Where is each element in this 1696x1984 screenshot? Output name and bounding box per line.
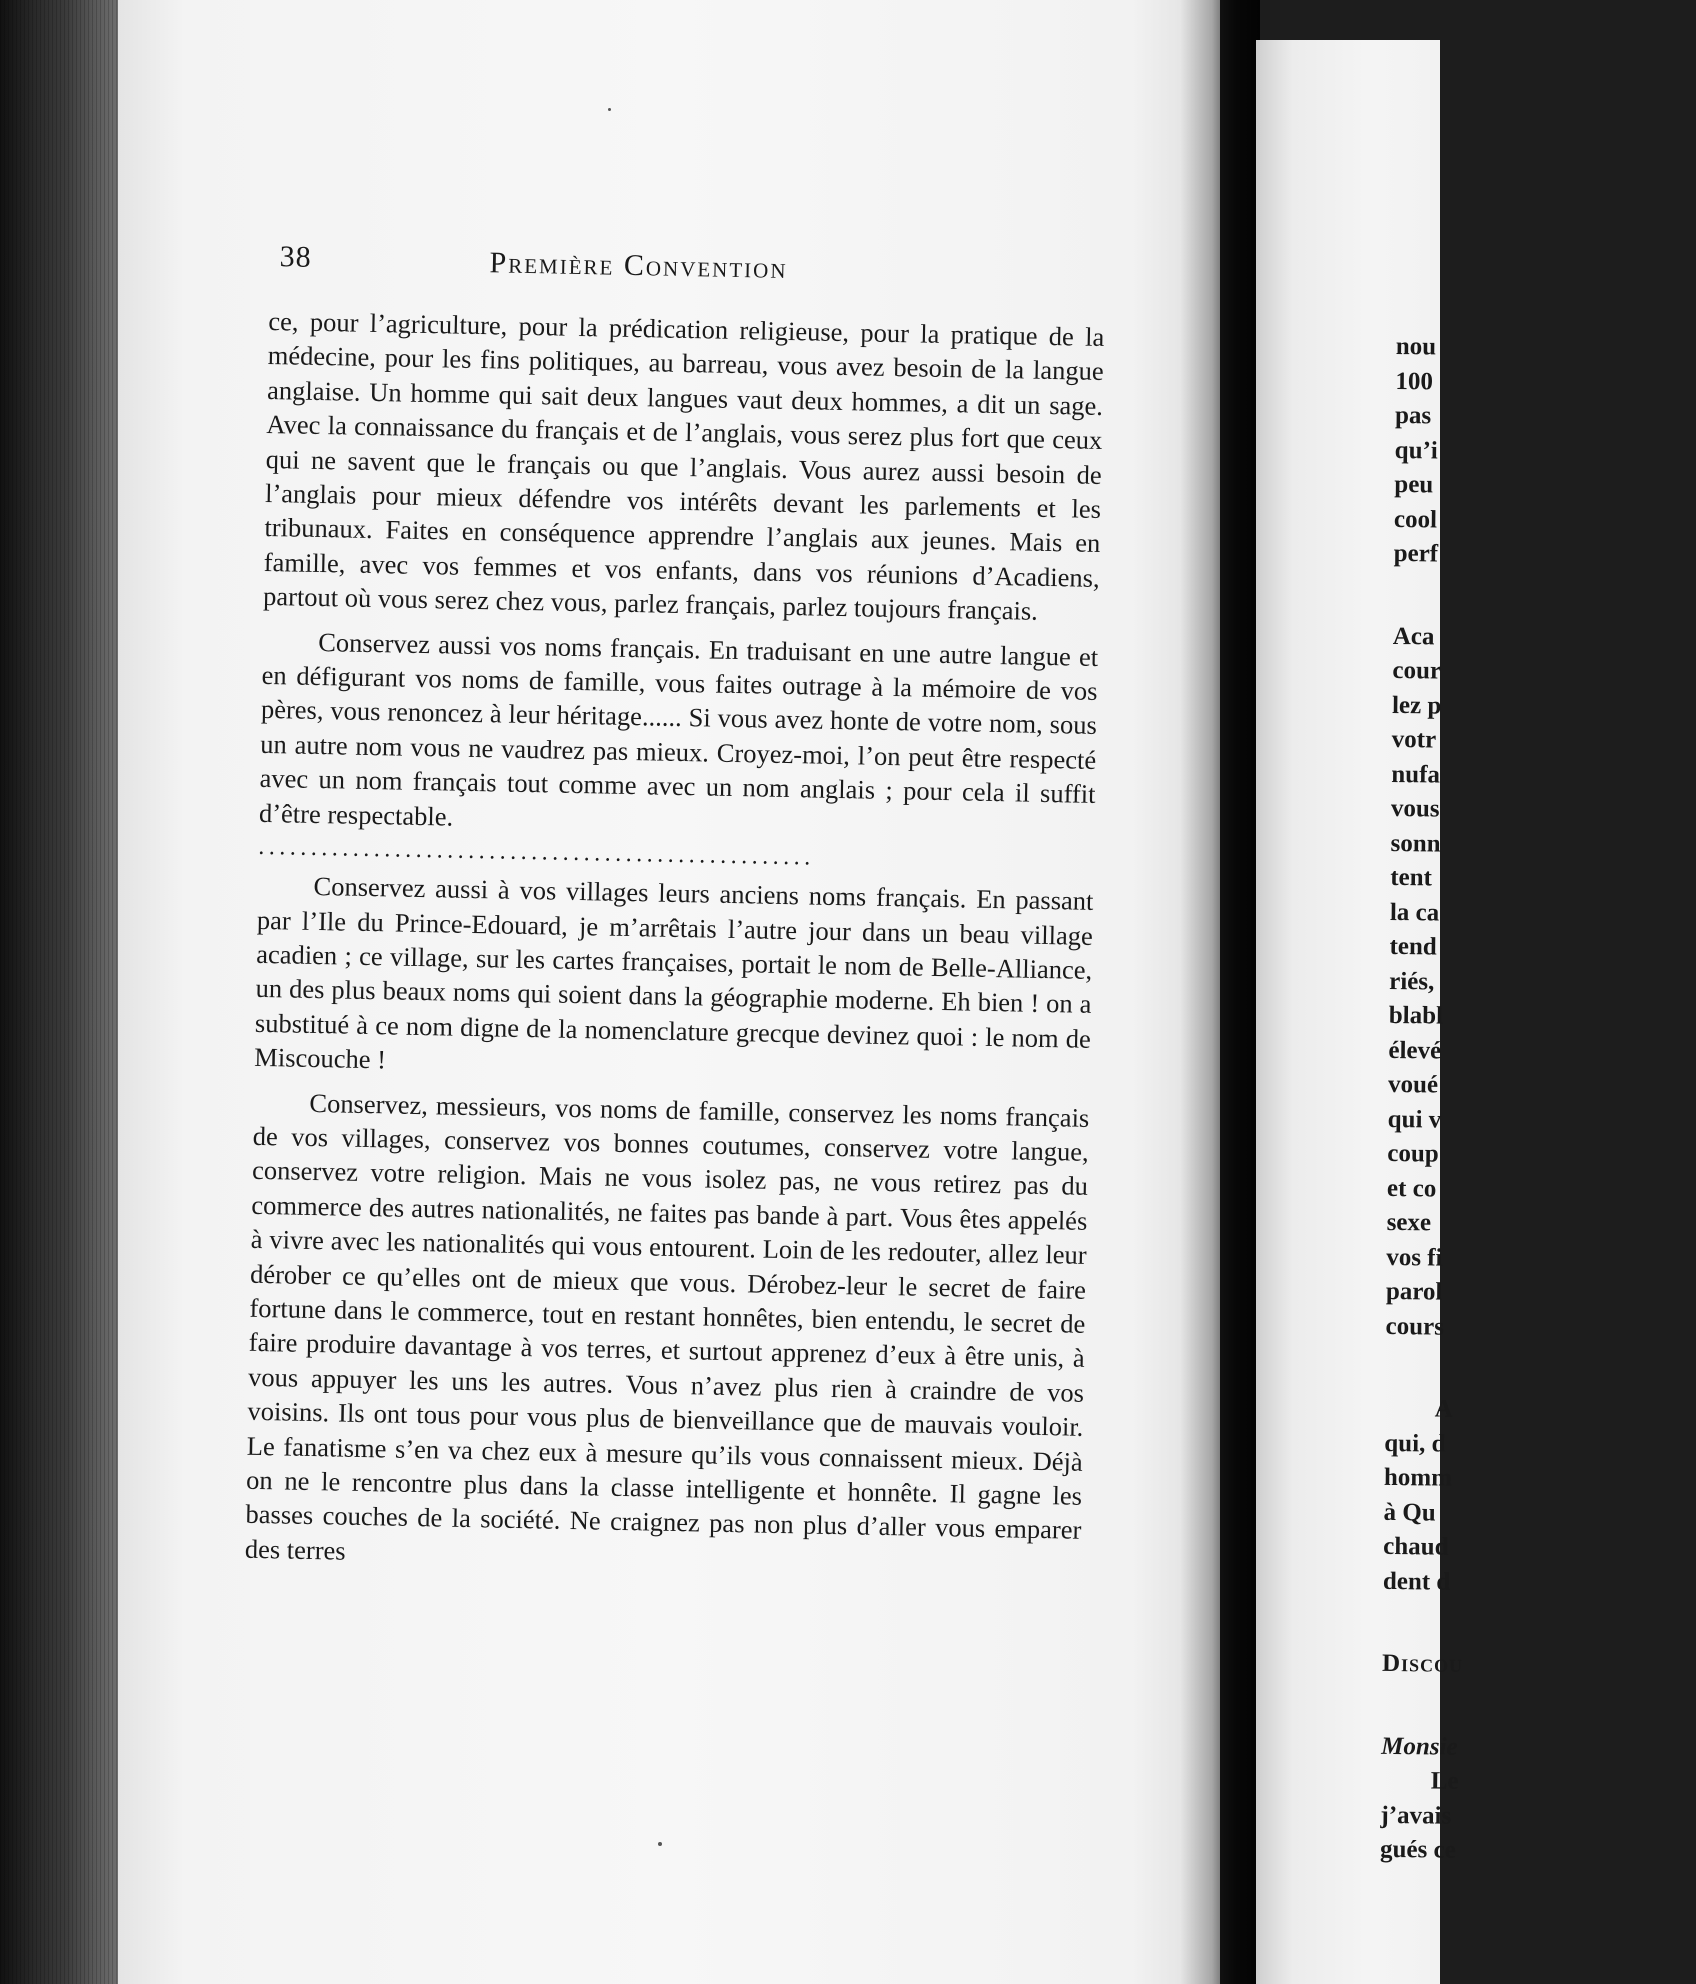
right-line: Le [1430,1767,1459,1795]
right-line: riés, [1389,967,1435,995]
right-line: coup [1387,1139,1439,1168]
right-line: qui v [1387,1105,1442,1134]
book-edge [0,0,120,1984]
right-line: pas [1394,401,1432,430]
book-gutter [1180,0,1260,1984]
right-line: chaud [1383,1532,1449,1561]
right-line: nou [1395,332,1437,361]
right-line: sonn [1390,829,1441,857]
right-line: Aca [1392,622,1435,650]
paragraph-3: Conservez aussi à vos villages leurs anciens noms français. En passant par l’Ile du Prince-Edouard, je m’arrêtais l’autre jour dans un beau village acadien ; ce village, sur les cartes françaises, portait le nom de Belle-Alliance, un des plus beaux noms qui soient dans la géographie moderne. Eh bien ! on a substitué à ce nom digne de la nomenclature grecque devinez quoi : le nom de Miscouche ! [254,871,1094,1075]
page-number: 38 [279,240,312,274]
dotted-rule: ..................................................... [258,833,815,871]
right-line: qu’i [1394,436,1438,464]
right-line: votr [1391,725,1437,754]
right-line: A [1434,1395,1453,1423]
right-line: gués ce [1379,1835,1456,1864]
right-line: tent [1390,863,1433,892]
running-head: Première Convention [489,246,788,285]
right-line: élevé [1388,1036,1442,1065]
paragraph-4: Conservez, messieurs, vos noms de famille, conservez les noms français de vos villages, conservez vos bonnes coutumes, conservez votre langue, conservez votre religion. Mais ne vous isolez pas, ne vous retirez pas du commerce des autres nationalités, ne faites pas bande à part. Vous êtes appelés à vivre avec les nationalités qui vous entourent. Loin de les redouter, allez leur dérober ce qu’elles ont de mieux que vous. Dérobez-leur le secret de faire fortune dans le commerce, tout en restant honnêtes, bien entendu, le secret de faire produire davantage à vos terres, et surtout apprenez d’eux à être unis, à vous appuyer les uns les autres. Vous n’avez plus rien à craindre de vos voisins. Ils ont tous pour vous plus de bienveillance que de mauvais vouloir. Le fanatisme s’en va chez eux à mesure qu’ils vous connaissent mieux. Déjà on ne le rencontre plus dans la classe intelligente et honnête. Il gagne les basses couches de la société. Ne craignez pas non plus d’aller vous emparer des terres [244,1087,1090,1566]
right-line: peu [1394,470,1434,499]
right-line: tend [1389,932,1437,961]
right-line: et co [1386,1174,1437,1202]
right-line: qui, d [1384,1429,1446,1458]
right-line: perf [1393,539,1439,568]
right-line: 100 [1395,367,1434,395]
right-line: sexe [1386,1208,1432,1237]
right-line: lez p [1391,691,1442,719]
page-header [269,240,1106,310]
right-line: la ca [1389,898,1440,926]
right-line: cool [1393,505,1438,533]
left-page [118,0,1220,1984]
right-page-text [1380,330,1696,1871]
right-line: homm [1383,1463,1453,1492]
right-line: vous [1390,794,1440,823]
page-speck [658,1842,662,1846]
right-line: dent d [1382,1567,1451,1596]
right-salutation: Monsie [1381,1732,1458,1761]
right-line: cour [1392,656,1442,685]
right-line: j’avais [1380,1801,1452,1830]
right-line: cours [1385,1312,1445,1341]
right-heading: Discou [1381,1649,1464,1678]
right-page [1256,40,1464,1984]
right-line: parol [1385,1277,1443,1306]
right-line: à Qu [1383,1498,1436,1526]
right-line: vos fi [1386,1243,1443,1272]
paragraph-1: ce, pour l’agriculture, pour la prédication religieuse, pour la pratique de la médecine, pour les fins politiques, au barreau, vous avez besoin de la langue anglaise. Un homme qui sait deux langues vaut deux hommes, a dit un sage. Avec la connaissance du français et de l’anglais, vous serez plus fort que ceux qui ne savent que le français ou que l’anglais. Vous aurez aussi besoin de l’anglais pour mieux défendre vos intérêts devant les parlements et les tribunaux. Faites en conséquence apprendre l’anglais aux jeunes. Mais en famille, avec vos femmes et vos enfants, dans vos réunions d’Acadiens, partout où vous serez chez vous, parlez français, parlez toujours français. [262,305,1105,627]
paragraph-2: Conservez aussi vos noms français. En traduisant en une autre langue et en défigurant vos noms de famille, vous faites outrage à la mémoire de vos pères, vous renoncez à leur héritage...... Si vous avez honte de votre nom, sous un autre nom vous ne vaudrez pas mieux. Croyez-moi, l’on peut être respecté avec un nom français tout comme avec un nom anglais ; pour cela il suffit d’être respectable. [258,626,1099,832]
right-line: nufa [1391,760,1441,788]
page-content [244,240,1105,1592]
right-line: blabl [1388,1001,1444,1030]
page-speck [608,108,611,111]
right-line: voué [1387,1070,1439,1099]
